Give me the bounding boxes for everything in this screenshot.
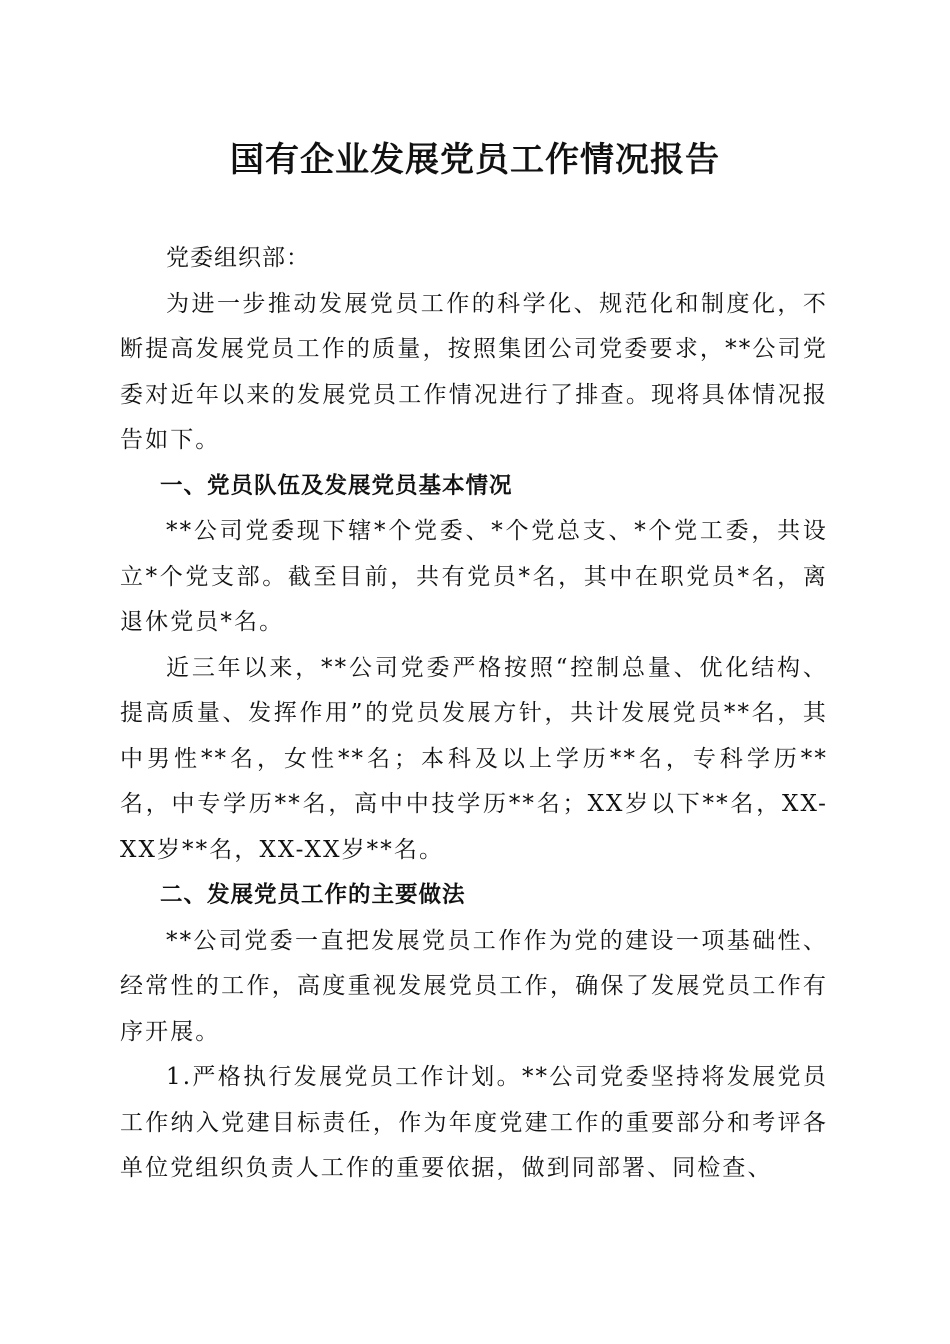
document-body <box>120 236 828 1192</box>
section2-paragraph-2: 1.严格执行发展党员工作计划。**公司党委坚持将发展党员工作纳入党建目标责任，作为年度党建工作的重要部分和考评各单位党组织负责人工作的重要依据，做到同部署、同检查、 <box>120 1064 828 1181</box>
document-title: 国有企业发展党员工作情况报告 <box>230 140 720 180</box>
section2-paragraph-1: **公司党委一直把发展党员工作作为党的建设一项基础性、经常性的工作，高度重视发展党员工作，确保了发展党员工作有序开展。 <box>120 927 828 1045</box>
section1-paragraph-2: 近三年以来，**公司党委严格按照“控制总量、优化结构、提高质量、发挥作用”的党员发展方针，共计发展党员**名，其中男性**名，女性**名；本科及以上学历**名，专科学历**名，中专学历**名，高中中技学历**名；XX岁以下**名，XX-XX岁**名，XX-XX岁**名。 <box>120 654 828 863</box>
salutation: 党委组织部： <box>166 245 310 271</box>
section1-paragraph-1: **公司党委现下辖*个党委、*个党总支、*个党工委，共设立*个党支部。截至目前，共有党员*名，其中在职党员*名，离退休党员*名。 <box>120 518 828 635</box>
section-heading-2: 二、发展党员工作的主要做法 <box>160 882 466 908</box>
intro-paragraph: 为进一步推动发展党员工作的科学化、规范化和制度化，不断提高发展党员工作的质量，按照集团公司党委要求，**公司党委对近年以来的发展党员工作情况进行了排查。现将具体情况报告如下。 <box>120 290 828 453</box>
section-heading-1: 一、党员队伍及发展党员基本情况 <box>160 472 513 499</box>
